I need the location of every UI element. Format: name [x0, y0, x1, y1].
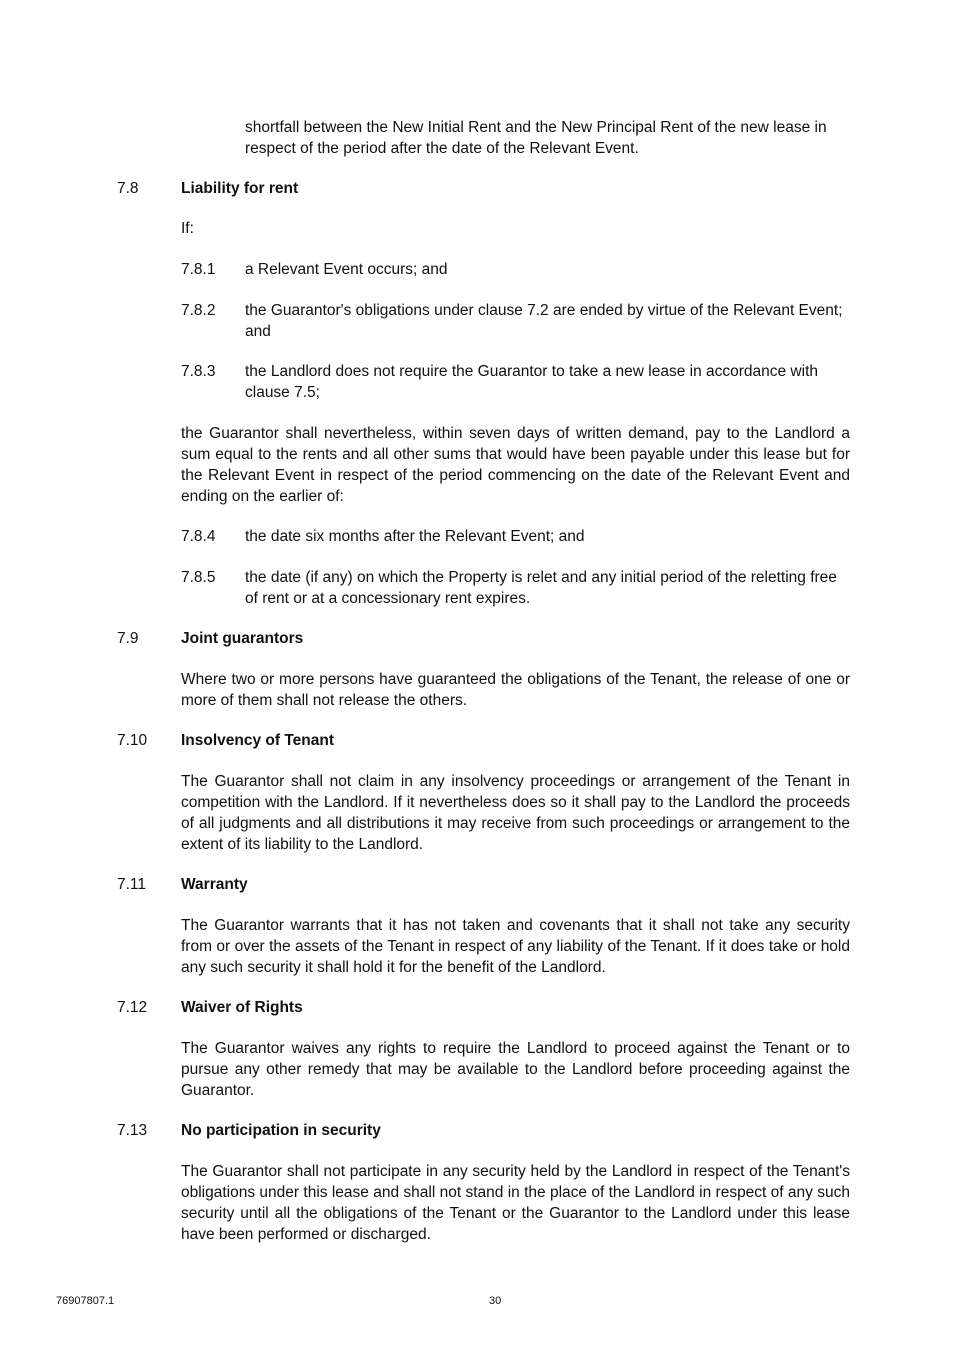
clause-7-8-body: the Guarantor shall nevertheless, within seven days of written demand, pay to the Landlord a sum equal to the rents and all other sums that would have been payable under this lease but for the Relevant Event in respect of the period commencing on the date of the Relevant Event and ending on the earlier of:	[181, 425, 850, 505]
clause-7-11-number: 7.11	[117, 876, 147, 893]
clause-7-13-body: The Guarantor shall not participate in any security held by the Landlord in respect of the Tenant's obligations under this lease and shall not stand in the place of the Landlord in respect of any such security until all the obligations of the Tenant or the Guarantor to the Landlord under this lease have been performed or discharged.	[181, 1163, 850, 1243]
clause-7-9-heading: Joint guarantors	[181, 630, 304, 647]
clause-7-8-4-text: the date six months after the Relevant Event; and	[245, 528, 585, 545]
clause-7-12-heading: Waiver of Rights	[181, 999, 303, 1016]
clause-7-8-5-number: 7.8.5	[181, 569, 216, 586]
clause-7-8-number: 7.8	[117, 180, 139, 197]
clause-7-12-body: The Guarantor waives any rights to require the Landlord to proceed against the Tenant or to pursue any other remedy that may be available to the Landlord before proceeding against the Guarantor.	[181, 1040, 850, 1099]
clause-7-8-4-number: 7.8.4	[181, 528, 216, 545]
clause-7-8-1-number: 7.8.1	[181, 261, 216, 278]
clause-7-12-number: 7.12	[117, 999, 148, 1016]
clause-7-8-1-text: a Relevant Event occurs; and	[245, 261, 448, 278]
footer-document-reference: 76907807.1	[56, 1295, 115, 1307]
clause-7-9-body: Where two or more persons have guaranteed the obligations of the Tenant, the release of one or more of them shall not release the others.	[181, 671, 850, 709]
clause-7-8-heading: Liability for rent	[181, 180, 299, 197]
clause-7-13-heading: No participation in security	[181, 1122, 381, 1139]
clause-7-10-number: 7.10	[117, 732, 148, 749]
clause-7-9-number: 7.9	[117, 630, 139, 647]
clause-7-11-body: The Guarantor warrants that it has not taken and covenants that it shall not take any security from or over the assets of the Tenant in respect of any liability of the Tenant. If it does take or hold any such security it shall hold it for the benefit of the Landlord.	[181, 917, 850, 976]
clause-7-8-lead: If:	[181, 220, 194, 237]
clause-7-13-number: 7.13	[117, 1122, 148, 1139]
clause-7-8-2-text: the Guarantor's obligations under clause 7.2 are ended by virtue of the Relevant Event; and	[245, 302, 843, 340]
clause-7-11-heading: Warranty	[181, 876, 248, 893]
clause-7-8-2-number: 7.8.2	[181, 302, 216, 319]
clause-7-10-body: The Guarantor shall not claim in any insolvency proceedings or arrangement of the Tenant in competition with the Landlord. If it nevertheless does so it shall pay to the Landlord the proceeds of all judgments and all distributions it may receive from such proceedings or arrangement to the extent of its liability to the Landlord.	[181, 773, 850, 853]
clause-7-10-heading: Insolvency of Tenant	[181, 732, 335, 749]
clause-7-8-3-number: 7.8.3	[181, 363, 216, 380]
footer-page-number: 30	[489, 1295, 502, 1307]
clause-7-8-3-text: the Landlord does not require the Guarantor to take a new lease in accordance with clause 7.5;	[245, 363, 819, 401]
continuation-paragraph: shortfall between the New Initial Rent and the New Principal Rent of the new lease in respect of the period after the date of the Relevant Event.	[245, 119, 827, 157]
clause-7-8-5-text: the date (if any) on which the Property is relet and any initial period of the reletting free of rent or at a concessionary rent expires.	[245, 569, 837, 607]
